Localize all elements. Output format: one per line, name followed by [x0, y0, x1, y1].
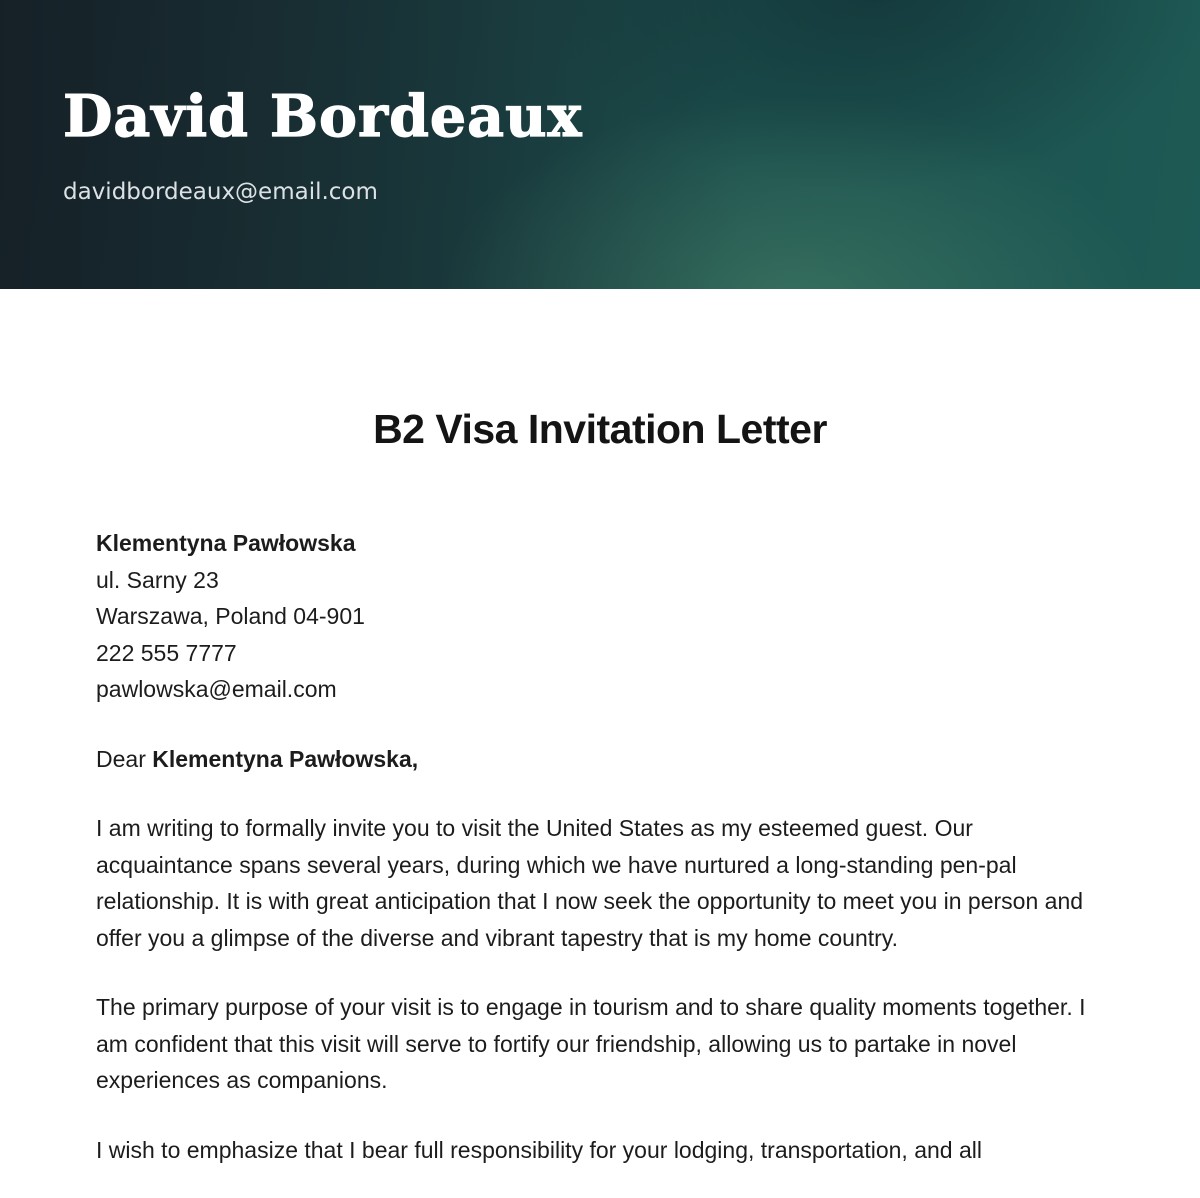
- sender-name: David Bordeaux: [63, 83, 583, 150]
- paragraph-invitation: I am writing to formally invite you to visit the United States as my esteemed guest. Our acquaintance spans several years, during which we have nurtured a long-standing pen-pal relationship. It is with great anticipation that I now seek the opportunity to meet you in person and offer you a glimpse of the diverse and vibrant tapestry that is my home country.: [96, 815, 1084, 951]
- letterhead: [0, 0, 1200, 289]
- recipient-city: Warszawa, Poland 04-901: [96, 603, 365, 629]
- recipient-block: [96, 525, 1104, 708]
- recipient-email: pawlowska@email.com: [96, 676, 337, 702]
- paragraph-responsibility: I wish to emphasize that I bear full responsibility for your lodging, transportation, and all: [96, 1136, 982, 1163]
- sender-email: davidbordeaux@email.com: [63, 179, 378, 205]
- page-title: B2 Visa Invitation Letter: [373, 406, 827, 452]
- salutation-prefix: Dear: [96, 745, 153, 772]
- paragraph-purpose: The primary purpose of your visit is to engage in tourism and to share quality moments together. I am confident that this visit will serve to fortify our friendship, allowing us to partake in novel experiences as companions.: [96, 994, 1086, 1093]
- salutation-line: [96, 741, 1104, 778]
- recipient-phone: 222 555 7777: [96, 639, 237, 666]
- letter-body: [0, 405, 1200, 1168]
- recipient-name: Klementyna Pawłowska: [96, 530, 356, 556]
- recipient-street: ul. Sarny 23: [96, 566, 219, 593]
- salutation-name: Klementyna Pawłowska,: [152, 745, 419, 772]
